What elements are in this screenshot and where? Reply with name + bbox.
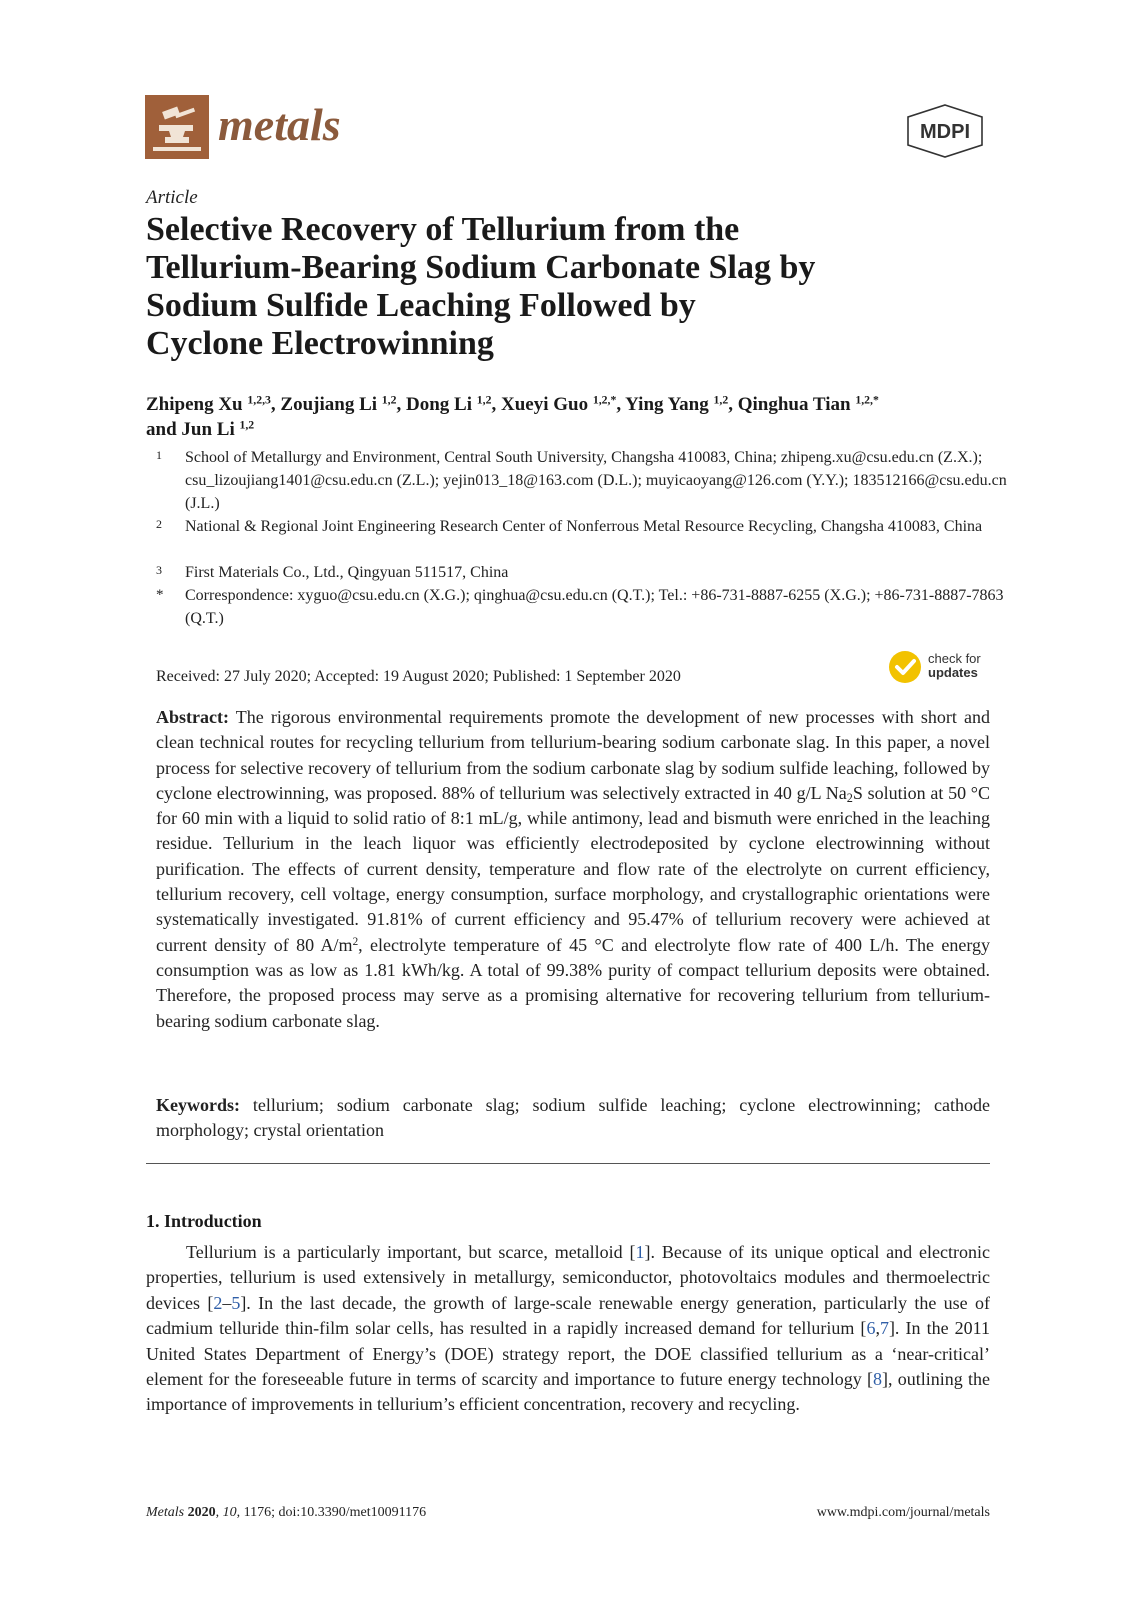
correspondence-item — [156, 584, 1016, 630]
correspondence-text: Correspondence: xyguo@csu.edu.cn (X.G.); qinghua@csu.edu.cn (Q.T.); Tel.: +86-731-8887-6255 (X.G.); +86-731-8887-7863 (Q.T.) — [185, 587, 1004, 627]
introduction-paragraph — [146, 1240, 990, 1418]
affiliation-mark: 2 — [156, 517, 162, 531]
author-name: Dong Li — [406, 394, 472, 415]
author-name: Xueyi Guo — [500, 394, 589, 415]
author-name: Zoujiang Li — [280, 394, 378, 415]
author-affiliation: 1,2,3 — [247, 393, 271, 407]
citation-link[interactable]: 6 — [866, 1318, 876, 1339]
section-divider — [146, 1163, 990, 1164]
title-line: Selective Recovery of Tellurium from the — [146, 211, 740, 248]
author-name: Jun Li — [181, 419, 235, 440]
author-affiliation: 1,2 — [239, 418, 255, 432]
intro-text: – — [222, 1292, 232, 1313]
updates-label — [928, 652, 981, 680]
keywords-label: Keywords: — [156, 1095, 240, 1115]
check-mark-icon — [888, 650, 922, 684]
intro-text: ]. Because of its unique optical and electronic properties, tellurium is used extensively in metallurgy, semiconductor, photovoltaics modules and thermoelectric devices [ — [146, 1242, 990, 1313]
abstract-label: Abstract: — [156, 707, 229, 727]
abstract-text: , electrolyte temperature of 45 °C and electrolyte flow rate of 400 L/h. The energy consumption was as low as 1.81 kWh/kg. A total of 99.38% purity of compact tellurium deposits were obtained. Therefore, the proposed process may serve as a promising alternative for recovering tellurium from tellurium-bearing sodium carbonate slag. — [156, 934, 991, 1031]
check-for-updates-badge[interactable] — [888, 650, 998, 690]
affiliation-mark: 1 — [156, 448, 162, 462]
article-type: Article — [146, 187, 198, 208]
citation-link[interactable]: 7 — [879, 1318, 889, 1339]
author-affiliation: 1,2,* — [592, 393, 617, 407]
author-affiliation: 1,2 — [476, 393, 492, 407]
intro-text: ]. In the last decade, the growth of large-scale renewable energy generation, particularly the use of cadmium telluride thin-film solar cells, has resulted in a rapidly increased demand for tellurium [ — [146, 1292, 990, 1339]
citation-link[interactable]: 5 — [231, 1292, 241, 1313]
intro-text: ]. In the 2011 United States Department of Energy’s (DOE) strategy report, the DOE classified tellurium as a ‘near-critical’ element for the foreseeable future in terms of scarcity and importance to future energy technology [ — [146, 1318, 990, 1390]
correspondence-mark: * — [156, 587, 164, 603]
citation-link[interactable]: 2 — [213, 1292, 223, 1313]
keywords — [156, 1093, 990, 1144]
abstract-superscript: 2 — [352, 935, 359, 948]
author-affiliation: 1,2,* — [855, 393, 879, 407]
journal-name: metals — [218, 99, 341, 150]
publication-dates: Received: 27 July 2020; Accepted: 19 August 2020; Published: 1 September 2020 — [156, 668, 681, 685]
title-line: Tellurium-Bearing Sodium Carbonate Slag by — [146, 249, 816, 286]
citation-link[interactable]: 1 — [635, 1242, 645, 1262]
affiliation-text: School of Metallurgy and Environment, Central South University, Changsha 410083, China; zhipeng.xu@csu.edu.cn (Z.X.); csu_lizoujiang1401@csu.edu.cn (Z.L.); yejin013_18@163.com (D.L.); muyicaoyang@126.com (Y.Y.); 183512166@csu.edu.cn (J.L.) — [185, 449, 1007, 512]
article-title — [146, 211, 1026, 363]
author-name: Qinghua Tian — [737, 394, 851, 415]
affiliation-item — [156, 446, 1016, 515]
footer-volume: 10 — [222, 1505, 237, 1520]
author-conjunction: and — [146, 419, 177, 440]
abstract — [156, 705, 990, 1034]
title-line: Sodium Sulfide Leaching Followed by — [146, 287, 696, 324]
journal-url-link[interactable]: www.mdpi.com/journal/metals — [816, 1505, 990, 1520]
citation-link[interactable]: 8 — [873, 1369, 883, 1390]
mdpi-logo-text: MDPI — [920, 121, 970, 143]
updates-line1: check for — [928, 651, 981, 666]
updates-line2: updates — [928, 665, 978, 680]
intro-text: , — [875, 1318, 880, 1339]
abstract-text: S solution at 50 °C for 60 min with a liquid to solid ratio of 8:1 mL/g, while antimony, lead and bismuth were enriched in the leaching residue. Tellurium in the leach liquor was efficiently electrodeposited by cyclone electrowinning without purification. The effects of current density, temperature and flow rate of the electrolyte on current efficiency, tellurium recovery, cell voltage, energy consumption, surface morphology, and crystallographic orientations were systematically investigated. 91.81% of current efficiency and 95.47% of tellurium recovery were achieved at current density of 80 A/m — [156, 782, 991, 955]
intro-text: ], outlining the importance of improvements in tellurium’s efficient concentration, recovery and recycling. — [146, 1369, 990, 1415]
affiliation-text: National & Regional Joint Engineering Research Center of Nonferrous Metal Resource Recycling, Changsha 410083, China — [185, 518, 983, 535]
abstract-subscript: 2 — [846, 790, 853, 805]
author-affiliation: 1,2 — [381, 393, 397, 407]
author-list: Zhipeng Xu $^{1,2,3}$, Zoujiang Li $^{1,2}$, Dong Li $^{1,2}$, Xueyi Guo $^{1,2,*}$, Ying Yang $^{1,2}$, Qinghua Tian $^{1,2,*}$ and Jun Li $^{1,2}$ — [146, 393, 879, 440]
footer-doi: , 1176; doi:10.3390/met10091176 — [236, 1505, 427, 1520]
journal-logo-icon — [145, 95, 209, 159]
footer-year: 2020 — [187, 1505, 216, 1520]
mdpi-logo-icon — [902, 103, 988, 159]
title-line: Cyclone Electrowinning — [146, 325, 494, 362]
affiliation-item — [156, 561, 1016, 584]
footer-journal: Metals — [146, 1505, 185, 1520]
author-name: Zhipeng Xu — [146, 394, 243, 415]
author-name: Ying Yang — [625, 394, 709, 415]
section-heading: 1. Introduction — [146, 1211, 262, 1231]
keywords-text: tellurium; sodium carbonate slag; sodium sulfide leaching; cyclone electrowinning; cathode morphology; crystal orientation — [156, 1095, 990, 1141]
footer-citation: Metals 2020, 10, 1176; doi:10.3390/met10091176 — [146, 1505, 427, 1520]
affiliation-mark: 3 — [156, 563, 162, 577]
affiliation-text: First Materials Co., Ltd., Qingyuan 511517, China — [185, 564, 509, 581]
abstract-text: The rigorous environmental requirements promote the development of new processes with short and clean technical routes for recycling tellurium from tellurium-bearing sodium carbonate slag. In this paper, a novel process for selective recovery of tellurium from the sodium carbonate slag by sodium sulfide leaching, followed by cyclone electrowinning, was proposed. 88% of tellurium was selectively extracted in 40 g/L Na — [156, 707, 990, 803]
intro-text: Tellurium is a particularly important, but scarce, metalloid [ — [186, 1242, 636, 1262]
affiliation-item — [156, 515, 1016, 538]
author-affiliation: 1,2 — [713, 393, 729, 407]
